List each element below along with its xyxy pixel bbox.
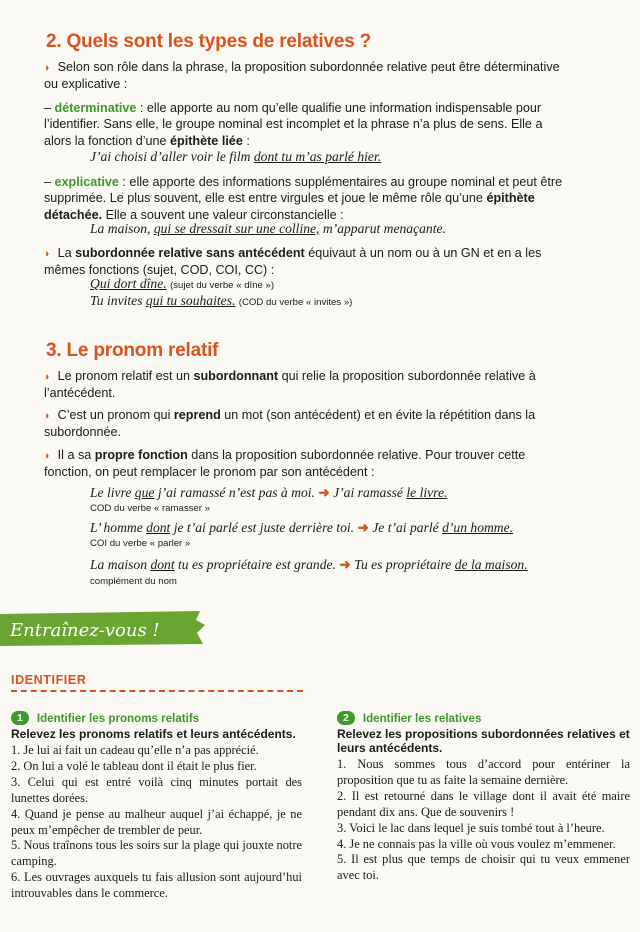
exercise-1 [11, 711, 302, 902]
list-item: 1. Nous sommes tous d’accord pour entériner la proposition que tu as faite la semaine dernière. [337, 757, 630, 787]
bullet-icon: ◗ [44, 410, 51, 422]
exercise-2-heading: 2 Identifier les relatives [337, 711, 630, 725]
list-item: 3. Voici le lac dans lequel je suis tombé tout à l’heure. [337, 820, 605, 835]
banner-text: Entraînez-vous ! [10, 620, 160, 641]
arrow-right-icon: ➜ [339, 557, 351, 572]
identifier-title: IDENTIFIER [11, 673, 87, 687]
explicative-paragraph: – explicative : elle apporte des informations supplémentaires au groupe nominal et peut être supprimée. Le plus souvent, elle est entre virgules et joue le même rôle qu’une épithète détachée. Elle a souvent une valeur circonstancielle : [44, 175, 563, 222]
list-item: 6. Les ouvrages auxquels tu fais allusion sont aujourd’hui introuvables dans le commerce. [11, 870, 302, 901]
bullet-icon: ◗ [44, 248, 51, 260]
pronoun-example-1-note: COD du verbe « ramasser » [90, 503, 210, 514]
list-item: 4. Je ne connais pas la ville où vous voulez m’emmener. [337, 836, 616, 851]
dashed-divider [11, 690, 303, 692]
exercise-1-list [11, 743, 302, 902]
pronoun-example-3: La maison dont tu es propriétaire est grande. ➜ Tu es propriétaire de la maison. [90, 557, 528, 572]
arrow-right-icon: ➜ [357, 520, 369, 535]
bullet-icon: ◗ [44, 62, 51, 74]
sans-antecedent-example-2: Tu invites qui tu souhaites. (COD du verbe « invites ») [90, 293, 353, 308]
determinative-example: J’ai choisi d’aller voir le film dont tu m’as parlé hier. [90, 149, 382, 164]
section-2-title: 2. Quels sont les types de relatives ? [46, 31, 372, 52]
exercise-number-badge: 2 [337, 711, 355, 725]
list-item: 5. Il est plus que temps de choisir qui tu veux emmener avec toi. [337, 852, 630, 883]
entrainez-vous-banner [0, 611, 206, 646]
section-3-paragraph-1: ◗ Le pronom relatif est un subordonnant qui relie la proposition subordonnée relative à l’antécédent. [44, 369, 536, 401]
determinative-paragraph: – déterminative : elle apporte au nom qu’elle qualifie une information indispensable pour l’identifier. Sans elle, le groupe nominal est incomplet et la phrase n’a plus de sens. Elle a alors la fonction d’une épithète liée : [44, 101, 543, 148]
pronoun-example-2: L’ homme dont je t’ai parlé est juste derrière toi. ➜ Je t’ai parlé d’un homme. [90, 520, 514, 535]
section-3-paragraph-3: ◗ Il a sa propre fonction dans la proposition subordonnée relative. Pour trouver cette fonction, on peut remplacer le pronom par son antécédent : [44, 448, 526, 480]
exercise-2-list [337, 757, 630, 884]
list-item: 1. Je lui ai fait un cadeau qu’elle n’a pas apprécié. [11, 743, 259, 757]
list-item: 2. Il est retourné dans le village dont il avait été maire pendant dix ans. Que de souvenirs ! [337, 788, 630, 819]
exercise-2 [337, 711, 630, 884]
bullet-icon: ◗ [44, 450, 51, 462]
list-item: 5. Nous traînons tous les soirs sur la plage qui jouxte notre camping. [11, 838, 302, 869]
list-item: 3. Celui qui est entré voilà cinq minutes portait des lunettes dorées. [11, 774, 302, 805]
explicative-example: La maison, qui se dressait sur une colline, m’apparut menaçante. [90, 221, 446, 236]
section-3-paragraph-2: ◗ C’est un pronom qui reprend un mot (son antécédent) et en évite la répétition dans la subordonnée. [44, 408, 536, 440]
arrow-right-icon: ➜ [318, 485, 330, 500]
sans-antecedent-example-1: Qui dort dîne. (sujet du verbe « dîne ») [90, 276, 275, 291]
exercise-1-instruction: Relevez les pronoms relatifs et leurs antécédents. [11, 727, 296, 741]
list-item: 2. On lui a volé le tableau dont il était le plus fier. [11, 758, 257, 773]
bullet-icon: ◗ [44, 371, 51, 383]
sans-antecedent-paragraph: ◗ La subordonnée relative sans antécédent équivaut à un nom ou à un GN et en a les mêmes fonctions (sujet, COD, COI, CC) : [44, 246, 542, 278]
exercise-1-heading: 1 Identifier les pronoms relatifs [11, 711, 302, 725]
pronoun-example-1: Le livre que j’ai ramassé n’est pas à moi. ➜ J’ai ramassé le livre. [90, 485, 448, 500]
exercise-number-badge: 1 [11, 711, 29, 725]
list-item: 4. Quand je pense au malheur auquel j’ai échappé, je ne peux m’empêcher de trembler de peur. [11, 806, 302, 837]
exercise-2-instruction: Relevez les propositions subordonnées relatives et leurs antécédents. [337, 727, 630, 755]
pronoun-example-2-note: COI du verbe « parler » [90, 538, 191, 549]
section-3-title: 3. Le pronom relatif [46, 340, 219, 361]
section-2-intro: ◗ Selon son rôle dans la phrase, la proposition subordonnée relative peut être déterminative ou explicative : [44, 60, 560, 92]
pronoun-example-3-note: complément du nom [90, 576, 177, 587]
